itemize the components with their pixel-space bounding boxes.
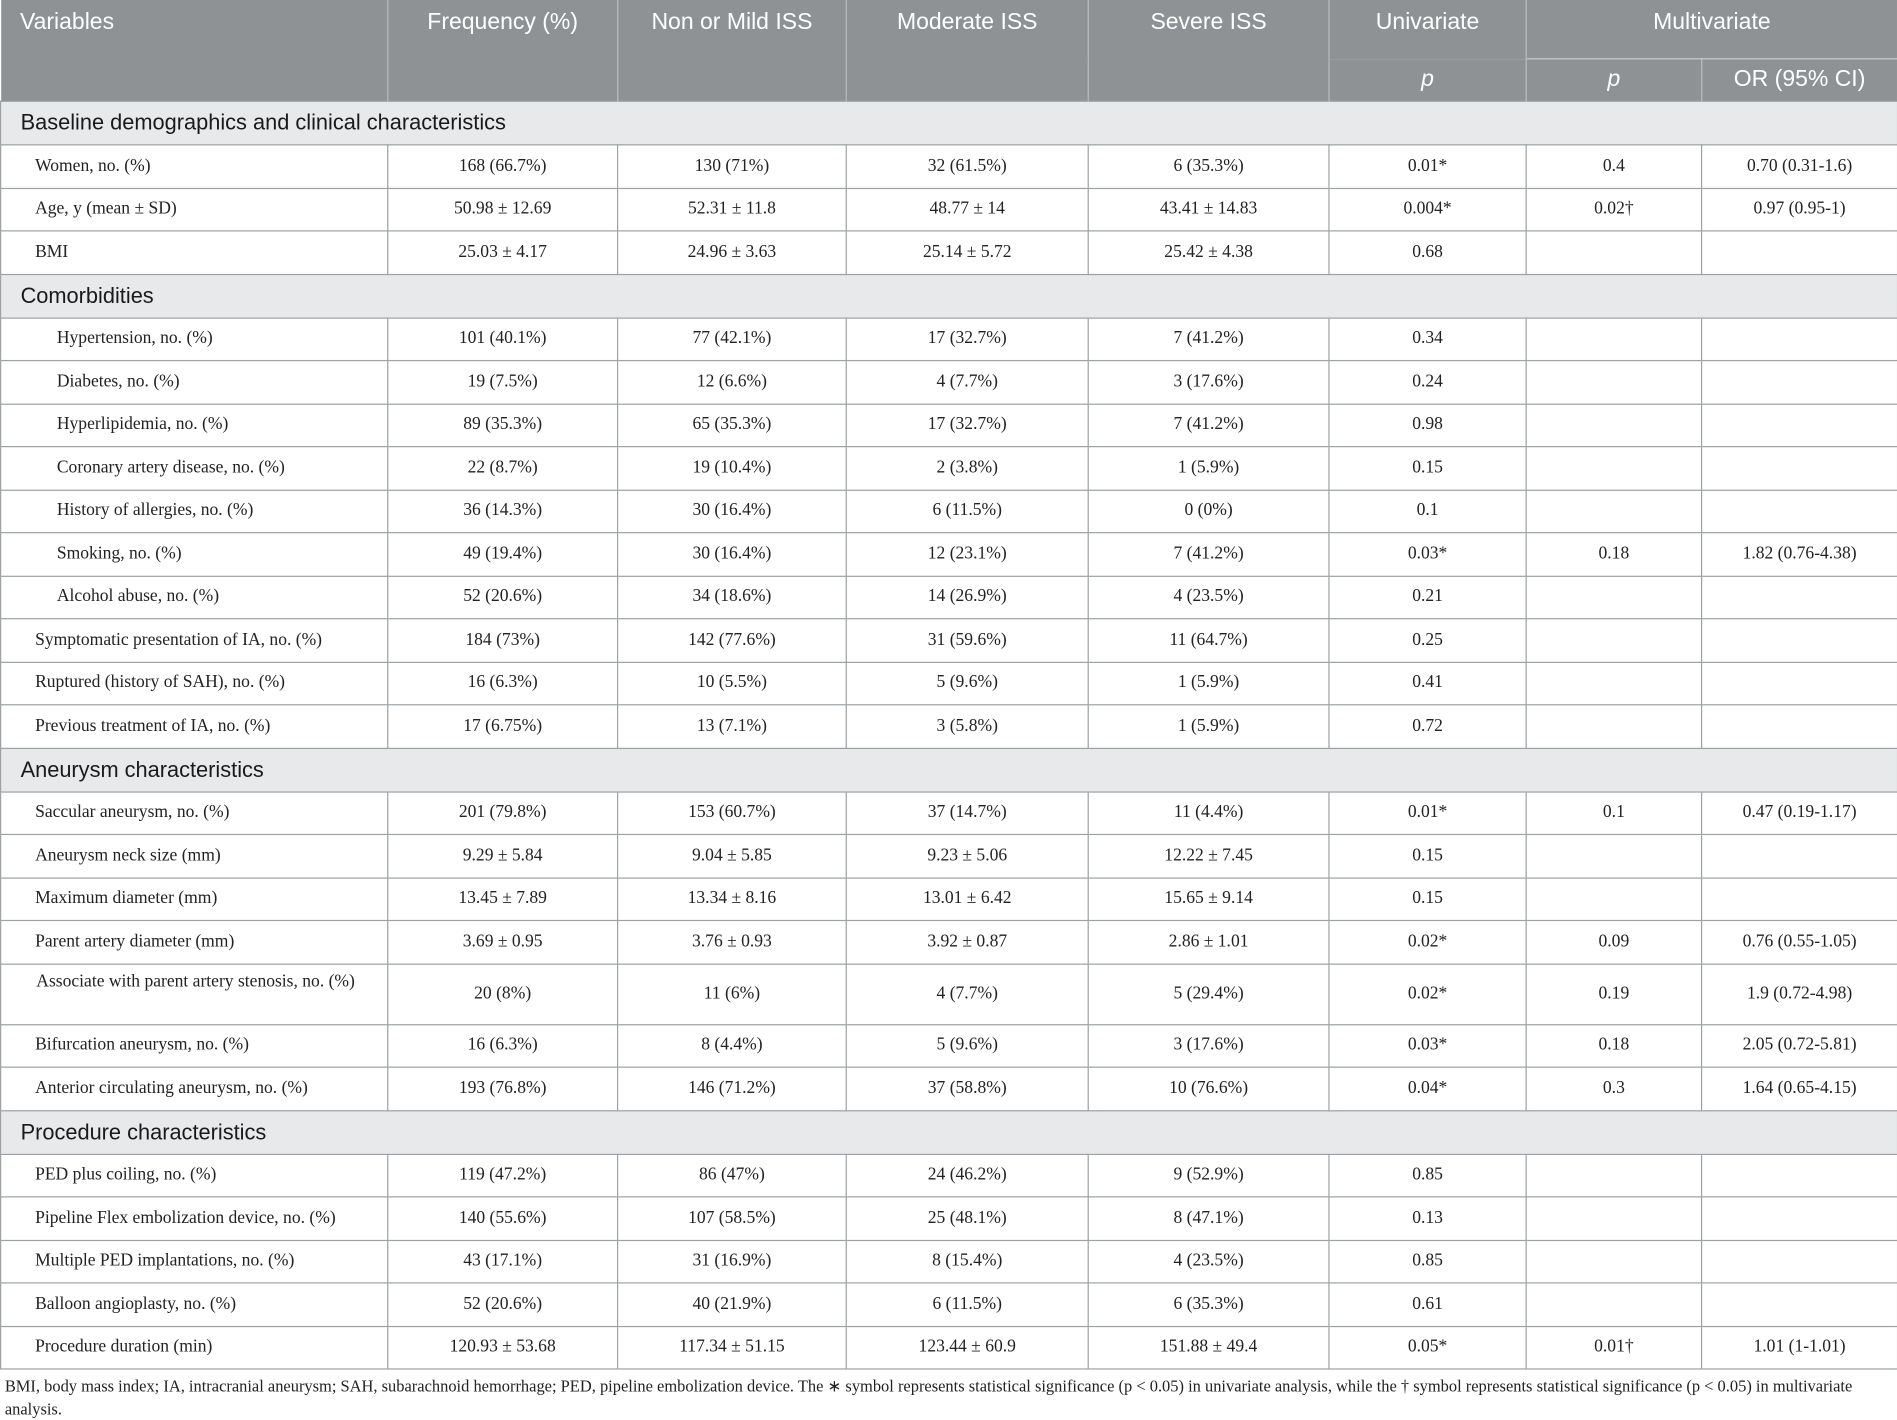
non-mild-cell: 77 (42.1%) <box>618 318 847 361</box>
non-mild-cell: 107 (58.5%) <box>618 1197 847 1240</box>
moderate-cell: 24 (46.2%) <box>846 1154 1088 1197</box>
or-ci-cell <box>1702 404 1897 447</box>
univariate-p-cell: 0.15 <box>1329 877 1526 920</box>
table-row <box>1 1024 1897 1067</box>
severe-cell: 7 (41.2%) <box>1088 533 1329 576</box>
variable-cell: Hypertension, no. (%) <box>1 318 388 361</box>
table-row <box>1 318 1897 361</box>
variable-cell: Maximum diameter (mm) <box>1 877 388 920</box>
header-variables: Variables <box>1 0 388 101</box>
non-mild-cell: 153 (60.7%) <box>618 791 847 834</box>
or-ci-cell <box>1702 1240 1897 1283</box>
header-multivariate: Multivariate <box>1526 0 1897 59</box>
non-mild-cell: 146 (71.2%) <box>618 1067 847 1110</box>
univariate-p-cell: 0.004* <box>1329 188 1526 231</box>
severe-cell: 7 (41.2%) <box>1088 318 1329 361</box>
frequency-cell: 20 (8%) <box>388 964 618 1025</box>
frequency-cell: 193 (76.8%) <box>388 1067 618 1110</box>
severe-cell: 11 (4.4%) <box>1088 791 1329 834</box>
frequency-cell: 43 (17.1%) <box>388 1240 618 1283</box>
variable-cell: Age, y (mean ± SD) <box>1 188 388 231</box>
section-title: Procedure characteristics <box>1 1110 1897 1154</box>
variable-cell: Multiple PED implantations, no. (%) <box>1 1240 388 1283</box>
variable-cell: Hyperlipidemia, no. (%) <box>1 404 388 447</box>
multivariate-p-cell <box>1526 576 1701 619</box>
non-mild-cell: 86 (47%) <box>618 1154 847 1197</box>
univariate-p-cell: 0.68 <box>1329 231 1526 274</box>
multivariate-p-cell <box>1526 404 1701 447</box>
univariate-p-cell: 0.03* <box>1329 533 1526 576</box>
non-mild-cell: 65 (35.3%) <box>618 404 847 447</box>
non-mild-cell: 40 (21.9%) <box>618 1283 847 1326</box>
or-ci-cell: 0.70 (0.31-1.6) <box>1702 145 1897 188</box>
multivariate-p-cell: 0.19 <box>1526 964 1701 1025</box>
variable-cell: Anterior circulating aneurysm, no. (%) <box>1 1067 388 1110</box>
frequency-cell: 17 (6.75%) <box>388 705 618 748</box>
or-ci-cell: 1.9 (0.72-4.98) <box>1702 964 1897 1025</box>
table-row <box>1 1283 1897 1326</box>
or-ci-cell: 0.76 (0.55-1.05) <box>1702 921 1897 964</box>
multivariate-p-cell <box>1526 1240 1701 1283</box>
table-row <box>1 188 1897 231</box>
or-ci-cell <box>1702 318 1897 361</box>
or-ci-cell <box>1702 447 1897 490</box>
section-header-row <box>1 101 1897 145</box>
multivariate-p-cell: 0.4 <box>1526 145 1701 188</box>
non-mild-cell: 12 (6.6%) <box>618 361 847 404</box>
univariate-p-cell: 0.72 <box>1329 705 1526 748</box>
univariate-p-cell: 0.24 <box>1329 361 1526 404</box>
severe-cell: 6 (35.3%) <box>1088 145 1329 188</box>
non-mild-cell: 13 (7.1%) <box>618 705 847 748</box>
severe-cell: 6 (35.3%) <box>1088 1283 1329 1326</box>
variable-cell: PED plus coiling, no. (%) <box>1 1154 388 1197</box>
or-ci-cell <box>1702 231 1897 274</box>
severe-cell: 7 (41.2%) <box>1088 404 1329 447</box>
frequency-cell: 25.03 ± 4.17 <box>388 231 618 274</box>
frequency-cell: 19 (7.5%) <box>388 361 618 404</box>
variable-cell: Pipeline Flex embolization device, no. (%) <box>1 1197 388 1240</box>
severe-cell: 1 (5.9%) <box>1088 447 1329 490</box>
multivariate-p-cell <box>1526 877 1701 920</box>
table-row <box>1 1326 1897 1369</box>
frequency-cell: 52 (20.6%) <box>388 1283 618 1326</box>
severe-cell: 151.88 ± 49.4 <box>1088 1326 1329 1369</box>
univariate-p-cell: 0.02* <box>1329 921 1526 964</box>
univariate-p-cell: 0.13 <box>1329 1197 1526 1240</box>
variable-cell: Smoking, no. (%) <box>1 533 388 576</box>
univariate-p-cell: 0.41 <box>1329 662 1526 705</box>
section-header-row <box>1 1110 1897 1154</box>
variable-cell: Bifurcation aneurysm, no. (%) <box>1 1024 388 1067</box>
frequency-cell: 16 (6.3%) <box>388 662 618 705</box>
or-ci-cell: 1.01 (1-1.01) <box>1702 1326 1897 1369</box>
table-row <box>1 490 1897 533</box>
non-mild-cell: 34 (18.6%) <box>618 576 847 619</box>
or-ci-cell <box>1702 877 1897 920</box>
frequency-cell: 50.98 ± 12.69 <box>388 188 618 231</box>
multivariate-p-cell <box>1526 705 1701 748</box>
univariate-p-cell: 0.01* <box>1329 145 1526 188</box>
table-row <box>1 1067 1897 1110</box>
frequency-cell: 9.29 ± 5.84 <box>388 834 618 877</box>
variable-cell: History of allergies, no. (%) <box>1 490 388 533</box>
non-mild-cell: 30 (16.4%) <box>618 533 847 576</box>
non-mild-cell: 52.31 ± 11.8 <box>618 188 847 231</box>
or-ci-cell: 0.97 (0.95-1) <box>1702 188 1897 231</box>
non-mild-cell: 9.04 ± 5.85 <box>618 834 847 877</box>
univariate-p-cell: 0.85 <box>1329 1154 1526 1197</box>
multivariate-p-cell <box>1526 1154 1701 1197</box>
non-mild-cell: 31 (16.9%) <box>618 1240 847 1283</box>
moderate-cell: 9.23 ± 5.06 <box>846 834 1088 877</box>
multivariate-p-cell <box>1526 318 1701 361</box>
table-row <box>1 361 1897 404</box>
moderate-cell: 32 (61.5%) <box>846 145 1088 188</box>
frequency-cell: 3.69 ± 0.95 <box>388 921 618 964</box>
moderate-cell: 12 (23.1%) <box>846 533 1088 576</box>
univariate-p-cell: 0.98 <box>1329 404 1526 447</box>
severe-cell: 1 (5.9%) <box>1088 662 1329 705</box>
moderate-cell: 37 (14.7%) <box>846 791 1088 834</box>
moderate-cell: 123.44 ± 60.9 <box>846 1326 1088 1369</box>
multivariate-p-cell <box>1526 361 1701 404</box>
table-row <box>1 145 1897 188</box>
header-frequency: Frequency (%) <box>388 0 618 101</box>
moderate-cell: 5 (9.6%) <box>846 1024 1088 1067</box>
header-severe-iss: Severe ISS <box>1088 0 1329 101</box>
univariate-p-cell: 0.34 <box>1329 318 1526 361</box>
moderate-cell: 4 (7.7%) <box>846 361 1088 404</box>
header-multivariate-p: p <box>1526 59 1701 101</box>
severe-cell: 12.22 ± 7.45 <box>1088 834 1329 877</box>
frequency-cell: 16 (6.3%) <box>388 1024 618 1067</box>
severe-cell: 15.65 ± 9.14 <box>1088 877 1329 920</box>
variable-cell: Symptomatic presentation of IA, no. (%) <box>1 619 388 662</box>
variable-cell: Coronary artery disease, no. (%) <box>1 447 388 490</box>
severe-cell: 25.42 ± 4.38 <box>1088 231 1329 274</box>
multivariate-p-cell: 0.18 <box>1526 533 1701 576</box>
table-row <box>1 964 1897 1025</box>
moderate-cell: 48.77 ± 14 <box>846 188 1088 231</box>
table-row <box>1 533 1897 576</box>
or-ci-cell <box>1702 576 1897 619</box>
moderate-cell: 3.92 ± 0.87 <box>846 921 1088 964</box>
multivariate-p-cell: 0.18 <box>1526 1024 1701 1067</box>
multivariate-p-cell: 0.3 <box>1526 1067 1701 1110</box>
non-mild-cell: 142 (77.6%) <box>618 619 847 662</box>
frequency-cell: 101 (40.1%) <box>388 318 618 361</box>
table-row <box>1 231 1897 274</box>
multivariate-p-cell <box>1526 834 1701 877</box>
multivariate-p-cell <box>1526 619 1701 662</box>
frequency-cell: 52 (20.6%) <box>388 576 618 619</box>
severe-cell: 9 (52.9%) <box>1088 1154 1329 1197</box>
header-non-mild-iss: Non or Mild ISS <box>618 0 847 101</box>
multivariate-p-cell <box>1526 662 1701 705</box>
non-mild-cell: 19 (10.4%) <box>618 447 847 490</box>
severe-cell: 4 (23.5%) <box>1088 576 1329 619</box>
moderate-cell: 17 (32.7%) <box>846 404 1088 447</box>
header-moderate-iss: Moderate ISS <box>846 0 1088 101</box>
or-ci-cell <box>1702 1197 1897 1240</box>
table-row <box>1 576 1897 619</box>
moderate-cell: 6 (11.5%) <box>846 1283 1088 1326</box>
severe-cell: 0 (0%) <box>1088 490 1329 533</box>
section-title: Aneurysm characteristics <box>1 748 1897 792</box>
non-mild-cell: 3.76 ± 0.93 <box>618 921 847 964</box>
severe-cell: 4 (23.5%) <box>1088 1240 1329 1283</box>
frequency-cell: 89 (35.3%) <box>388 404 618 447</box>
multivariate-p-cell: 0.1 <box>1526 791 1701 834</box>
table-row <box>1 921 1897 964</box>
moderate-cell: 6 (11.5%) <box>846 490 1088 533</box>
multivariate-p-cell: 0.01† <box>1526 1326 1701 1369</box>
moderate-cell: 25.14 ± 5.72 <box>846 231 1088 274</box>
or-ci-cell: 1.64 (0.65-4.15) <box>1702 1067 1897 1110</box>
table-row <box>1 834 1897 877</box>
header-univariate: Univariate <box>1329 0 1526 59</box>
variable-cell: Women, no. (%) <box>1 145 388 188</box>
frequency-cell: 140 (55.6%) <box>388 1197 618 1240</box>
or-ci-cell <box>1702 490 1897 533</box>
severe-cell: 10 (76.6%) <box>1088 1067 1329 1110</box>
moderate-cell: 31 (59.6%) <box>846 619 1088 662</box>
or-ci-cell: 2.05 (0.72-5.81) <box>1702 1024 1897 1067</box>
univariate-p-cell: 0.15 <box>1329 834 1526 877</box>
variable-cell: BMI <box>1 231 388 274</box>
moderate-cell: 13.01 ± 6.42 <box>846 877 1088 920</box>
frequency-cell: 120.93 ± 53.68 <box>388 1326 618 1369</box>
univariate-p-cell: 0.25 <box>1329 619 1526 662</box>
variable-cell: Associate with parent artery stenosis, no. (%) <box>1 964 388 1025</box>
table-header <box>1 0 1897 101</box>
variable-cell: Previous treatment of IA, no. (%) <box>1 705 388 748</box>
or-ci-cell <box>1702 1283 1897 1326</box>
severe-cell: 3 (17.6%) <box>1088 1024 1329 1067</box>
non-mild-cell: 11 (6%) <box>618 964 847 1025</box>
or-ci-cell: 1.82 (0.76-4.38) <box>1702 533 1897 576</box>
multivariate-p-cell <box>1526 1197 1701 1240</box>
section-title: Baseline demographics and clinical characteristics <box>1 101 1897 145</box>
univariate-p-cell: 0.21 <box>1329 576 1526 619</box>
moderate-cell: 2 (3.8%) <box>846 447 1088 490</box>
frequency-cell: 168 (66.7%) <box>388 145 618 188</box>
non-mild-cell: 117.34 ± 51.15 <box>618 1326 847 1369</box>
or-ci-cell <box>1702 619 1897 662</box>
variable-cell: Diabetes, no. (%) <box>1 361 388 404</box>
or-ci-cell <box>1702 1154 1897 1197</box>
severe-cell: 3 (17.6%) <box>1088 361 1329 404</box>
frequency-cell: 13.45 ± 7.89 <box>388 877 618 920</box>
or-ci-cell: 0.47 (0.19-1.17) <box>1702 791 1897 834</box>
moderate-cell: 4 (7.7%) <box>846 964 1088 1025</box>
univariate-p-cell: 0.05* <box>1329 1326 1526 1369</box>
univariate-p-cell: 0.15 <box>1329 447 1526 490</box>
multivariate-p-cell: 0.02† <box>1526 188 1701 231</box>
severe-cell: 11 (64.7%) <box>1088 619 1329 662</box>
univariate-p-cell: 0.03* <box>1329 1024 1526 1067</box>
univariate-p-cell: 0.61 <box>1329 1283 1526 1326</box>
variable-cell: Balloon angioplasty, no. (%) <box>1 1283 388 1326</box>
moderate-cell: 3 (5.8%) <box>846 705 1088 748</box>
severe-cell: 2.86 ± 1.01 <box>1088 921 1329 964</box>
non-mild-cell: 30 (16.4%) <box>618 490 847 533</box>
frequency-cell: 119 (47.2%) <box>388 1154 618 1197</box>
variable-cell: Alcohol abuse, no. (%) <box>1 576 388 619</box>
variable-cell: Parent artery diameter (mm) <box>1 921 388 964</box>
multivariate-p-cell <box>1526 231 1701 274</box>
non-mild-cell: 13.34 ± 8.16 <box>618 877 847 920</box>
table-row <box>1 1240 1897 1283</box>
severe-cell: 1 (5.9%) <box>1088 705 1329 748</box>
univariate-p-cell: 0.1 <box>1329 490 1526 533</box>
moderate-cell: 8 (15.4%) <box>846 1240 1088 1283</box>
frequency-cell: 184 (73%) <box>388 619 618 662</box>
frequency-cell: 49 (19.4%) <box>388 533 618 576</box>
table-row <box>1 877 1897 920</box>
or-ci-cell <box>1702 834 1897 877</box>
multivariate-p-cell <box>1526 1283 1701 1326</box>
moderate-cell: 25 (48.1%) <box>846 1197 1088 1240</box>
variable-cell: Ruptured (history of SAH), no. (%) <box>1 662 388 705</box>
multivariate-p-cell <box>1526 490 1701 533</box>
severe-cell: 5 (29.4%) <box>1088 964 1329 1025</box>
moderate-cell: 17 (32.7%) <box>846 318 1088 361</box>
variable-cell: Aneurysm neck size (mm) <box>1 834 388 877</box>
frequency-cell: 36 (14.3%) <box>388 490 618 533</box>
frequency-cell: 22 (8.7%) <box>388 447 618 490</box>
header-univariate-p: p <box>1329 59 1526 101</box>
univariate-p-cell: 0.02* <box>1329 964 1526 1025</box>
table-row <box>1 705 1897 748</box>
or-ci-cell <box>1702 705 1897 748</box>
non-mild-cell: 10 (5.5%) <box>618 662 847 705</box>
table-row <box>1 1154 1897 1197</box>
table-row <box>1 1197 1897 1240</box>
severe-cell: 8 (47.1%) <box>1088 1197 1329 1240</box>
univariate-p-cell: 0.85 <box>1329 1240 1526 1283</box>
moderate-cell: 14 (26.9%) <box>846 576 1088 619</box>
univariate-p-cell: 0.04* <box>1329 1067 1526 1110</box>
non-mild-cell: 24.96 ± 3.63 <box>618 231 847 274</box>
table-row <box>1 404 1897 447</box>
non-mild-cell: 8 (4.4%) <box>618 1024 847 1067</box>
table-row <box>1 791 1897 834</box>
table-row <box>1 619 1897 662</box>
header-or-ci: OR (95% CI) <box>1702 59 1897 101</box>
multivariate-p-cell <box>1526 447 1701 490</box>
non-mild-cell: 130 (71%) <box>618 145 847 188</box>
table-row <box>1 662 1897 705</box>
moderate-cell: 37 (58.8%) <box>846 1067 1088 1110</box>
table-footnote: BMI, body mass index; IA, intracranial aneurysm; SAH, subarachnoid hemorrhage; PED, pipeline embolization device. The ∗ symbol represents statistical significance (p < 0.05) in univariate analysis, while the † symbol represents statistical significance (p < 0.05) in multivariate analysis. <box>4 1376 1853 1419</box>
or-ci-cell <box>1702 361 1897 404</box>
moderate-cell: 5 (9.6%) <box>846 662 1088 705</box>
multivariate-p-cell: 0.09 <box>1526 921 1701 964</box>
variable-cell: Saccular aneurysm, no. (%) <box>1 791 388 834</box>
table-row <box>1 447 1897 490</box>
frequency-cell: 201 (79.8%) <box>388 791 618 834</box>
table-body <box>1 101 1897 1369</box>
section-header-row <box>1 748 1897 792</box>
variable-cell: Procedure duration (min) <box>1 1326 388 1369</box>
or-ci-cell <box>1702 662 1897 705</box>
univariate-p-cell: 0.01* <box>1329 791 1526 834</box>
section-header-row <box>1 274 1897 318</box>
severe-cell: 43.41 ± 14.83 <box>1088 188 1329 231</box>
section-title: Comorbidities <box>1 274 1897 318</box>
